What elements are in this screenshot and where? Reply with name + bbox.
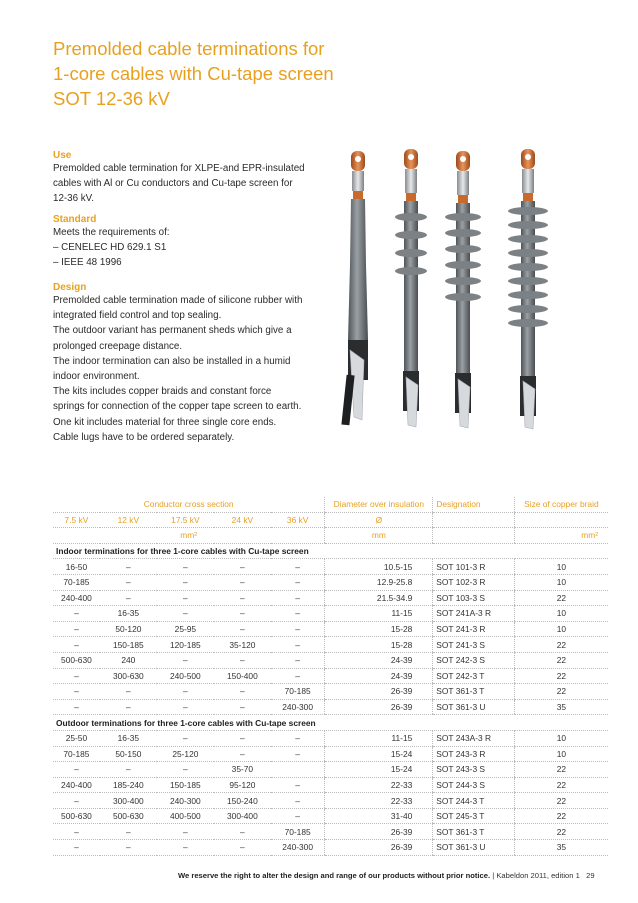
- header-voltage: 24 kV: [214, 512, 271, 528]
- design-line: The outdoor variant has permanent sheds which give a: [53, 325, 292, 337]
- table-cell: 16-50: [53, 559, 100, 575]
- table-cell: SOT 241A-3 R: [433, 606, 514, 622]
- use-line: 12-36 kV.: [53, 193, 95, 205]
- table-cell: 70-185: [53, 574, 100, 590]
- table-cell: –: [214, 652, 271, 668]
- table-cell: –: [214, 746, 271, 762]
- table-cell: 95-120: [214, 777, 271, 793]
- table-cell: SOT 361-3 T: [433, 684, 514, 700]
- standard-text: [53, 225, 328, 271]
- table-row: [53, 730, 608, 746]
- table-row: [53, 840, 608, 856]
- outdoor-termination-small: [395, 149, 427, 427]
- table-cell: SOT 244-3 S: [433, 777, 514, 793]
- table-cell: 22: [514, 808, 608, 824]
- product-illustration: [330, 145, 580, 430]
- header-diameter-symbol: Ø: [325, 512, 433, 528]
- table-cell: 22: [514, 684, 608, 700]
- table-cell: –: [271, 793, 325, 809]
- design-line: One kit includes material for three single core ends.: [53, 416, 277, 428]
- table-cell: 22-33: [325, 777, 433, 793]
- table-cell: 240-300: [271, 840, 325, 856]
- table-row: [53, 574, 608, 590]
- table-cell: 70-185: [271, 824, 325, 840]
- header-copper-braid: Size of copper braid: [514, 497, 608, 512]
- outdoor-section-title-row: [53, 715, 608, 731]
- table-cell: –: [53, 621, 100, 637]
- table-cell: 25-120: [157, 746, 214, 762]
- table-row: [53, 699, 608, 715]
- design-heading: Design: [53, 282, 87, 293]
- table-cell: SOT 243-3 S: [433, 762, 514, 778]
- table-cell: 24-39: [325, 652, 433, 668]
- table-cell: –: [214, 590, 271, 606]
- table-cell: –: [271, 668, 325, 684]
- table-cell: 26-39: [325, 684, 433, 700]
- title-line-3: SOT 12-36 kV: [53, 88, 170, 109]
- table-cell: –: [157, 652, 214, 668]
- standard-line: – IEEE 48 1996: [53, 257, 122, 269]
- table-cell: –: [53, 684, 100, 700]
- table-row: [53, 637, 608, 653]
- table-cell: –: [100, 699, 157, 715]
- outdoor-termination-large: [508, 149, 548, 429]
- design-text: [53, 293, 328, 445]
- design-line: springs for connection of the copper tape screen to earth.: [53, 401, 302, 413]
- indoor-termination: [341, 151, 368, 425]
- table-cell: 10.5-15: [325, 559, 433, 575]
- table-cell: 22: [514, 824, 608, 840]
- table-cell: –: [157, 590, 214, 606]
- table-cell: 120-185: [157, 637, 214, 653]
- table-cell: 26-39: [325, 840, 433, 856]
- table-cell: 26-39: [325, 699, 433, 715]
- design-section: [53, 282, 328, 445]
- table-cell: 10: [514, 621, 608, 637]
- table-cell: –: [100, 574, 157, 590]
- table-cell: 11-15: [325, 730, 433, 746]
- table-cell: 22: [514, 668, 608, 684]
- table-voltage-row: [53, 512, 608, 528]
- table-cell: –: [271, 574, 325, 590]
- table-cell: SOT 241-3 S: [433, 637, 514, 653]
- table-cell: SOT 242-3 T: [433, 668, 514, 684]
- table-cell: 22: [514, 637, 608, 653]
- table-cell: –: [271, 808, 325, 824]
- table-row: [53, 621, 608, 637]
- table-row: [53, 590, 608, 606]
- table-row: [53, 777, 608, 793]
- header-empty: [433, 528, 514, 544]
- table-cell: 10: [514, 574, 608, 590]
- table-cell: 150-240: [214, 793, 271, 809]
- table-cell: 21.5-34.9: [325, 590, 433, 606]
- table-cell: –: [157, 559, 214, 575]
- table-cell: –: [271, 746, 325, 762]
- table-cell: 500-630: [53, 808, 100, 824]
- table-cell: 35: [514, 840, 608, 856]
- table-row: [53, 808, 608, 824]
- table-cell: SOT 101-3 R: [433, 559, 514, 575]
- table-cell: 16-35: [100, 730, 157, 746]
- page-number: 29: [586, 871, 595, 880]
- table-cell: –: [100, 684, 157, 700]
- table-row: [53, 652, 608, 668]
- table-cell: –: [271, 590, 325, 606]
- table-row: [53, 684, 608, 700]
- table-row: [53, 668, 608, 684]
- standard-section: [53, 214, 328, 271]
- table-cell: 300-400: [100, 793, 157, 809]
- table-cell: SOT 361-3 U: [433, 699, 514, 715]
- table-cell: –: [53, 762, 100, 778]
- table-cell: –: [271, 730, 325, 746]
- table-row: [53, 606, 608, 622]
- table-cell: 25-95: [157, 621, 214, 637]
- table-cell: 300-630: [100, 668, 157, 684]
- design-line: The kits includes copper braids and constant force: [53, 386, 272, 398]
- table-cell: 22: [514, 777, 608, 793]
- table-cell: 26-39: [325, 824, 433, 840]
- indoor-section-title-row: [53, 543, 608, 559]
- table-cell: –: [214, 559, 271, 575]
- table-cell: –: [214, 684, 271, 700]
- table-cell: –: [214, 730, 271, 746]
- table-cell: –: [100, 559, 157, 575]
- design-line: The indoor termination can also be installed in a humid: [53, 355, 291, 367]
- table-cell: 31-40: [325, 808, 433, 824]
- table-cell: 50-150: [100, 746, 157, 762]
- table-cell: –: [100, 762, 157, 778]
- header-diameter: Diameter over insulation: [325, 497, 433, 512]
- table-cell: 15-24: [325, 762, 433, 778]
- table-cell: –: [271, 621, 325, 637]
- outdoor-termination-medium: [445, 151, 481, 428]
- table-cell: –: [214, 621, 271, 637]
- table-cell: –: [100, 824, 157, 840]
- outdoor-section-title: Outdoor terminations for three 1-core cables with Cu-tape screen: [53, 715, 608, 731]
- table-cell: 10: [514, 559, 608, 575]
- table-cell: 70-185: [271, 684, 325, 700]
- table-row: [53, 824, 608, 840]
- table-cell: 185-240: [100, 777, 157, 793]
- table-cell: 11-15: [325, 606, 433, 622]
- unit-diameter: mm: [325, 528, 433, 544]
- page-footer: [178, 871, 595, 880]
- table-cell: 10: [514, 606, 608, 622]
- use-text: [53, 161, 328, 207]
- page-title: [53, 36, 334, 111]
- design-line: indoor environment.: [53, 371, 140, 383]
- table-cell: –: [271, 559, 325, 575]
- table-cell: 35: [514, 699, 608, 715]
- table-cell: 150-400: [214, 668, 271, 684]
- table-cell: –: [53, 793, 100, 809]
- table-cell: 22: [514, 652, 608, 668]
- table-cell: –: [214, 840, 271, 856]
- table-cell: 300-400: [214, 808, 271, 824]
- table-row: [53, 746, 608, 762]
- table-cell: –: [157, 684, 214, 700]
- design-line: Cable lugs have to be ordered separately.: [53, 431, 235, 443]
- table-unit-row: [53, 528, 608, 544]
- footer-notice: We reserve the right to alter the design and range of our products without prior notice.: [178, 871, 491, 880]
- table-cell: 240-400: [53, 590, 100, 606]
- standard-heading: Standard: [53, 214, 97, 225]
- footer-separator: |: [492, 871, 495, 880]
- design-line: prolonged creepage distance.: [53, 340, 183, 352]
- use-section: [53, 150, 328, 207]
- design-line: Premolded cable termination made of silicone rubber with: [53, 295, 303, 306]
- header-voltage: 12 kV: [100, 512, 157, 528]
- table-cell: –: [53, 824, 100, 840]
- header-empty: [433, 512, 514, 528]
- table-cell: 240-300: [157, 793, 214, 809]
- table-cell: 240-400: [53, 777, 100, 793]
- header-voltage: 17.5 kV: [157, 512, 214, 528]
- table-cell: SOT 244-3 T: [433, 793, 514, 809]
- table-cell: SOT 102-3 R: [433, 574, 514, 590]
- table-cell: 240: [100, 652, 157, 668]
- table-cell: 12.9-25.8: [325, 574, 433, 590]
- table-cell: 240-500: [157, 668, 214, 684]
- indoor-rows: [53, 559, 608, 715]
- table-cell: –: [53, 668, 100, 684]
- title-line-1: Premolded cable terminations for: [53, 38, 325, 59]
- specification-table: [53, 497, 608, 856]
- table-cell: –: [271, 606, 325, 622]
- table-row: [53, 762, 608, 778]
- table-cell: –: [157, 824, 214, 840]
- table-cell: 22: [514, 590, 608, 606]
- header-voltage: 36 kV: [271, 512, 325, 528]
- unit-braid: mm²: [514, 528, 608, 544]
- table-cell: SOT 242-3 S: [433, 652, 514, 668]
- footer-edition: Kabeldon 2011, edition 1: [496, 871, 580, 880]
- table-cell: –: [214, 574, 271, 590]
- table-cell: –: [100, 590, 157, 606]
- header-empty: [514, 512, 608, 528]
- table-cell: –: [157, 574, 214, 590]
- table-cell: –: [157, 762, 214, 778]
- table-cell: –: [157, 699, 214, 715]
- table-cell: 240-300: [271, 699, 325, 715]
- table-cell: 15-28: [325, 621, 433, 637]
- table-header-row: [53, 497, 608, 512]
- table-cell: SOT 361-3 U: [433, 840, 514, 856]
- table-cell: –: [214, 824, 271, 840]
- use-heading: Use: [53, 150, 72, 161]
- table-cell: –: [53, 637, 100, 653]
- unit-conductor: mm²: [53, 528, 325, 544]
- outdoor-rows: [53, 730, 608, 855]
- table-cell: –: [271, 652, 325, 668]
- table-cell: –: [53, 840, 100, 856]
- header-voltage: 7.5 kV: [53, 512, 100, 528]
- table-cell: 15-28: [325, 637, 433, 653]
- table-cell: –: [157, 606, 214, 622]
- table-cell: 35-70: [214, 762, 271, 778]
- table-cell: SOT 361-3 T: [433, 824, 514, 840]
- design-line: integrated field control and top sealing.: [53, 310, 222, 322]
- table-cell: 50-120: [100, 621, 157, 637]
- table-cell: SOT 241-3 R: [433, 621, 514, 637]
- table-cell: 10: [514, 730, 608, 746]
- standard-line: – CENELEC HD 629.1 S1: [53, 242, 167, 254]
- table-cell: 10: [514, 746, 608, 762]
- table-row: [53, 793, 608, 809]
- table-cell: 22: [514, 793, 608, 809]
- table-cell: 22: [514, 762, 608, 778]
- table-cell: –: [100, 840, 157, 856]
- table-cell: 70-185: [53, 746, 100, 762]
- table-cell: –: [53, 606, 100, 622]
- indoor-section-title: Indoor terminations for three 1-core cables with Cu-tape screen: [53, 543, 608, 559]
- table-cell: 150-185: [100, 637, 157, 653]
- table-cell: 25-50: [53, 730, 100, 746]
- table-cell: SOT 243A-3 R: [433, 730, 514, 746]
- title-line-2: 1-core cables with Cu-tape screen: [53, 63, 334, 84]
- table-cell: –: [53, 699, 100, 715]
- table-cell: 500-630: [53, 652, 100, 668]
- table-cell: 24-39: [325, 668, 433, 684]
- table-cell: 16-35: [100, 606, 157, 622]
- table-cell: 15-24: [325, 746, 433, 762]
- table-cell: 35-120: [214, 637, 271, 653]
- table-cell: SOT 243-3 R: [433, 746, 514, 762]
- header-conductor-cross-section: Conductor cross section: [53, 497, 325, 512]
- use-line: cables with Al or Cu conductors and Cu-tape screen for: [53, 178, 293, 190]
- table-cell: –: [214, 699, 271, 715]
- table-cell: [271, 762, 325, 778]
- table-cell: –: [157, 730, 214, 746]
- table-cell: –: [157, 840, 214, 856]
- header-designation: Designation: [433, 497, 514, 512]
- table-cell: 400-500: [157, 808, 214, 824]
- table-cell: 500-630: [100, 808, 157, 824]
- table-cell: SOT 103-3 S: [433, 590, 514, 606]
- use-line: Premolded cable termination for XLPE-and EPR-insulated: [53, 163, 305, 174]
- table-cell: 150-185: [157, 777, 214, 793]
- table-cell: 22-33: [325, 793, 433, 809]
- standard-line: Meets the requirements of:: [53, 227, 170, 238]
- table-cell: –: [271, 637, 325, 653]
- table-cell: –: [271, 777, 325, 793]
- table-cell: SOT 245-3 T: [433, 808, 514, 824]
- table-cell: –: [214, 606, 271, 622]
- table-row: [53, 559, 608, 575]
